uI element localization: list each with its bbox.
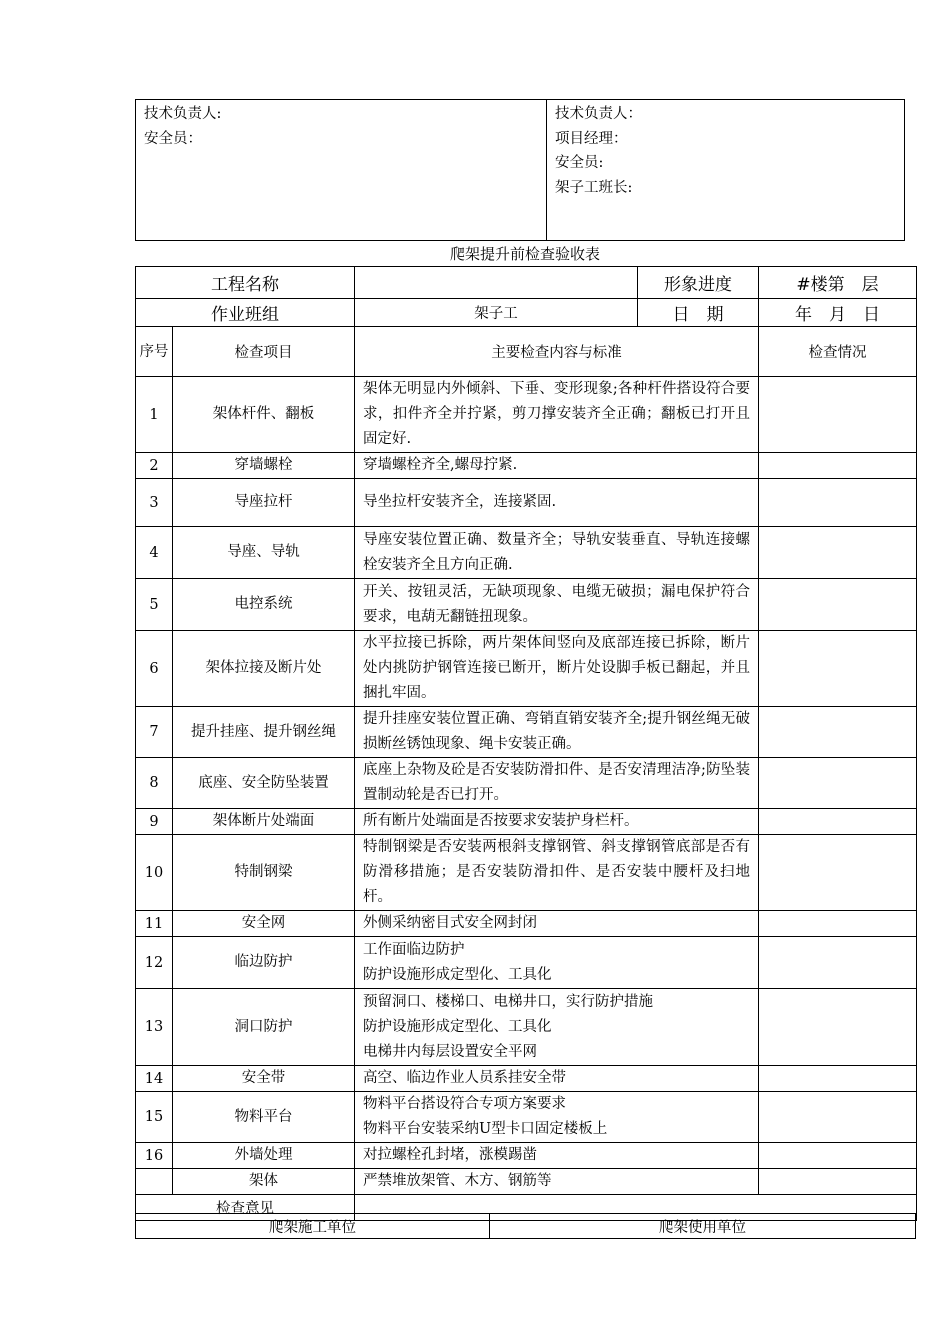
row-item: 洞口防护: [173, 989, 355, 1066]
row-number: 10: [136, 835, 173, 911]
row-status: [759, 989, 917, 1066]
row-number: 3: [136, 479, 173, 527]
row-content: [355, 1143, 759, 1169]
row-status: [759, 453, 917, 479]
row-number: 2: [136, 453, 173, 479]
row-number: 11: [136, 911, 173, 937]
row-number: 4: [136, 527, 173, 579]
row-content: [355, 835, 759, 911]
row-content: [355, 989, 759, 1066]
row-status: [759, 1169, 917, 1195]
inspection-table: [135, 266, 917, 1221]
table-row: [136, 937, 917, 989]
row-content: [355, 377, 759, 453]
row-status: [759, 809, 917, 835]
row-content: [355, 937, 759, 989]
table-row: [136, 377, 917, 453]
footer-row: [135, 1213, 916, 1239]
team-value: 架子工: [355, 299, 638, 327]
table-row: [136, 1169, 917, 1195]
row-content: [355, 758, 759, 809]
user-unit-label: 爬架使用单位: [659, 1219, 746, 1236]
progress-label: 形象进度: [638, 267, 759, 299]
row-number: [136, 1169, 173, 1195]
row-status: [759, 579, 917, 631]
row-item: 临边防护: [173, 937, 355, 989]
row-number: 15: [136, 1092, 173, 1143]
header-row-project: [136, 267, 917, 299]
row-content-line: 电梯井内每层设置安全平网: [363, 1043, 537, 1060]
table-row: [136, 758, 917, 809]
signature-right-line: 安全员:: [555, 155, 604, 171]
row-status: [759, 1092, 917, 1143]
signature-right-line: 架子工班长:: [555, 179, 633, 196]
row-number: 14: [136, 1066, 173, 1092]
row-content-line: 所有断片处端面是否按要求安装护身栏杆。: [363, 813, 639, 829]
row-content-line: 预留洞口、楼梯口、电梯井口，实行防护措施: [363, 993, 653, 1010]
table-row: [136, 1066, 917, 1092]
row-content-line: 底座上杂物及砼是否安装防滑扣件、是否安清理洁净;防坠装置制动轮是否已打开。: [363, 762, 750, 803]
row-content-line: 防护设施形成定型化、工具化: [363, 1018, 552, 1035]
row-item: 安全网: [173, 911, 355, 937]
date-label: 日 期: [638, 299, 759, 327]
row-content-line: 物料平台安装采纳U型卡口固定楼板上: [363, 1121, 608, 1137]
row-status: [759, 479, 917, 527]
row-content: [355, 631, 759, 707]
table-row: [136, 453, 917, 479]
column-header-num: 序号: [136, 327, 173, 377]
row-content-line: 物料平台搭设符合专项方案要求: [363, 1096, 566, 1112]
signature-left-line: 技术负责人:: [144, 106, 222, 122]
row-status: [759, 1143, 917, 1169]
column-header-item: 检查项目: [173, 327, 355, 377]
row-item: 导座拉杆: [173, 479, 355, 527]
row-status: [759, 1066, 917, 1092]
project-name-label: 工程名称: [136, 267, 355, 299]
row-number: 12: [136, 937, 173, 989]
row-number: 5: [136, 579, 173, 631]
row-status: [759, 527, 917, 579]
table-row: [136, 707, 917, 758]
row-item: 提升挂座、提升钢丝绳: [173, 707, 355, 758]
row-status: [759, 707, 917, 758]
table-row: [136, 1143, 917, 1169]
row-content-line: 穿墙螺栓齐全,螺母拧紧.: [363, 457, 518, 473]
row-number: 16: [136, 1143, 173, 1169]
table-row: [136, 631, 917, 707]
column-header-row: [136, 327, 917, 377]
form-title: 爬架提升前检查验收表: [449, 245, 600, 263]
row-item: 安全带: [173, 1066, 355, 1092]
row-content: [355, 579, 759, 631]
row-content-line: 特制钢梁是否安装两根斜支撑钢管、斜支撑钢管底部是否有防滑移措施；是否安装防滑扣件、是否安装中腰杆及扫地杆。: [363, 839, 750, 905]
row-number: 7: [136, 707, 173, 758]
row-content-line: 水平拉接已拆除，两片架体间竖向及底部连接已拆除，断片处内挑防护钢管连接已断开，断片处设脚手板已翻起，并且捆扎牢固。: [363, 635, 750, 701]
row-item: 架体杆件、翻板: [173, 377, 355, 453]
row-content-line: 开关、按钮灵活，无缺项现象、电缆无破损；漏电保护符合要求，电葫无翻链扭现象。: [363, 583, 750, 625]
row-content: [355, 911, 759, 937]
row-content: [355, 453, 759, 479]
row-status: [759, 937, 917, 989]
table-row: [136, 527, 917, 579]
row-content-line: 严禁堆放架管、木方、钢筋等: [363, 1173, 552, 1189]
row-content-line: 架体无明显内外倾斜、下垂、变形现象;各种杆件搭设符合要求，扣件齐全并拧紧，剪刀撑安装齐全正确；翻板已打开且固定好.: [363, 381, 750, 447]
table-row: [136, 579, 917, 631]
row-content: [355, 707, 759, 758]
table-row: [136, 809, 917, 835]
table-row: [136, 989, 917, 1066]
row-content: [355, 1169, 759, 1195]
row-status: [759, 631, 917, 707]
signature-right: [547, 100, 904, 240]
row-status: [759, 835, 917, 911]
column-header-content: 主要检查内容与标准: [355, 327, 759, 377]
construction-unit-label: 爬架施工单位: [136, 1214, 490, 1238]
row-content: [355, 1066, 759, 1092]
row-item: 穿墙螺栓: [173, 453, 355, 479]
signature-left: [136, 100, 547, 240]
team-label: 作业班组: [136, 299, 355, 327]
row-item: 外墙处理: [173, 1143, 355, 1169]
table-row: [136, 479, 917, 527]
row-number: 9: [136, 809, 173, 835]
row-number: 1: [136, 377, 173, 453]
row-content-line: 对拉螺栓孔封堵，涨模踢凿: [363, 1147, 537, 1163]
table-row: [136, 911, 917, 937]
row-item: 物料平台: [173, 1092, 355, 1143]
row-item: 架体: [173, 1169, 355, 1195]
row-item: 电控系统: [173, 579, 355, 631]
row-item: 架体断片处端面: [173, 809, 355, 835]
row-content-line: 工作面临边防护: [363, 941, 465, 958]
project-name-value: [355, 267, 638, 299]
table-row: [136, 1092, 917, 1143]
signature-box: [135, 99, 905, 241]
row-status: [759, 377, 917, 453]
row-content-line: 高空、临边作业人员系挂安全带: [363, 1070, 566, 1086]
column-header-status: 检查情况: [759, 327, 917, 377]
row-content: [355, 527, 759, 579]
row-content-line: 导坐拉杆安装齐全，连接紧固.: [363, 494, 557, 510]
opinion-label: 检查意见: [136, 1195, 355, 1221]
table-row: [136, 835, 917, 911]
signature-right-line: 项目经理：: [555, 130, 628, 147]
signature-left-line: 安全员：: [144, 130, 202, 147]
row-content: [355, 809, 759, 835]
signature-right-line: 技术负责人：: [555, 106, 642, 122]
row-number: 13: [136, 989, 173, 1066]
row-number: 8: [136, 758, 173, 809]
date-value: 年 月 日: [759, 299, 917, 327]
row-item: 底座、安全防坠装置: [173, 758, 355, 809]
row-content: [355, 1092, 759, 1143]
row-content-line: 导座安装位置正确、数量齐全；导轨安装垂直、导轨连接螺栓安装齐全且方向正确.: [363, 531, 750, 573]
row-content-line: 提升挂座安装位置正确、弯销直销安装齐全;提升钢丝绳无破损断丝锈蚀现象、绳卡安装正确。: [363, 711, 750, 752]
row-number: 6: [136, 631, 173, 707]
row-content-line: 防护设施形成定型化、工具化: [363, 966, 552, 983]
row-item: 架体拉接及断片处: [173, 631, 355, 707]
row-item: 特制钢梁: [173, 835, 355, 911]
row-content-line: 外侧采纳密目式安全网封闭: [363, 915, 537, 931]
row-status: [759, 911, 917, 937]
row-item: 导座、导轨: [173, 527, 355, 579]
row-status: [759, 758, 917, 809]
header-row-team: [136, 299, 917, 327]
row-content: [355, 479, 759, 527]
progress-value: #楼第 层: [759, 267, 917, 299]
